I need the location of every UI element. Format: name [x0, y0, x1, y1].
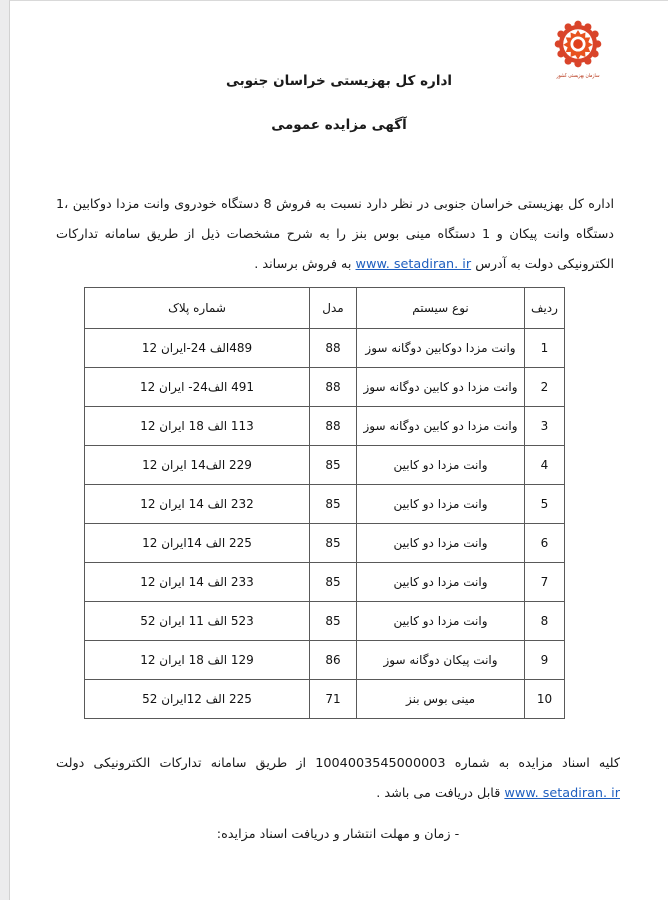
table-row — [85, 680, 565, 719]
table-header — [85, 288, 565, 329]
cell-type: وانت مزدا دو کابین — [357, 485, 525, 524]
table-row — [85, 329, 565, 368]
intro-text-after-link: به فروش برساند . — [254, 256, 356, 272]
auction-documents-paragraph — [56, 749, 620, 809]
table-row — [85, 368, 565, 407]
table-row — [85, 485, 565, 524]
table-row — [85, 524, 565, 563]
schedule-heading: - زمان و مهلت انتشار و دریافت اسناد مزایده: — [216, 826, 460, 842]
table-row — [85, 641, 565, 680]
cell-index: 7 — [540, 575, 549, 589]
setadiran-link-footer[interactable]: www. setadiran. ir — [504, 785, 620, 801]
cell-plate: 233 الف 14 ایران 12 — [140, 575, 254, 589]
table-row — [85, 407, 565, 446]
header-index: ردیف — [525, 288, 565, 329]
cell-index: 4 — [540, 458, 549, 472]
footer-text-3: قابل دریافت می باشد . — [376, 785, 505, 801]
organization-logo — [518, 15, 638, 80]
cell-plate: 489الف 24-ایران 12 — [141, 341, 253, 355]
cell-type: وانت مزدا دو کابین — [357, 602, 525, 641]
vehicle-list-table — [84, 287, 565, 719]
cell-index: 5 — [540, 497, 549, 511]
cell-model: 88 — [325, 341, 341, 355]
logo-caption: سازمان بهزیستی کشور — [556, 73, 600, 80]
header-type: نوع سیستم — [357, 288, 525, 329]
cell-plate: 225 الف 14ایران 12 — [142, 536, 252, 550]
cell-type: وانت پیکان دوگانه سوز — [357, 641, 525, 680]
cell-plate: 113 الف 18 ایران 12 — [140, 419, 254, 433]
footer-text-2: از طریق سامانه تدارکات الکترونیکی دولت — [56, 755, 316, 771]
cell-model: 86 — [325, 653, 341, 667]
cell-plate: 523 الف 11 ایران 52 — [140, 614, 254, 628]
cell-plate: 129 الف 18 ایران 12 — [140, 653, 254, 667]
table-body — [85, 329, 565, 719]
cell-index: 3 — [540, 419, 549, 433]
cell-type: مینی بوس بنز — [357, 680, 525, 719]
cell-plate: 491 الف24- ایران 12 — [139, 380, 255, 394]
cell-type: وانت مزدا دو کابین — [357, 524, 525, 563]
table-row — [85, 446, 565, 485]
tender-number: 1004003545000003 — [315, 755, 446, 771]
table-header-row — [85, 288, 565, 329]
table-row — [85, 602, 565, 641]
page-title-organization: اداره کل بهزیستی خراسان جنوبی — [225, 73, 453, 89]
cell-type: وانت مزدا دوکابین دوگانه سوز — [357, 329, 525, 368]
header-plate: شماره پلاک — [85, 288, 310, 329]
table-row — [85, 563, 565, 602]
cell-type: وانت مزدا دو کابین دوگانه سوز — [357, 368, 525, 407]
header-model: مدل — [310, 288, 357, 329]
cell-model: 85 — [325, 458, 341, 472]
cell-index: 10 — [536, 692, 553, 706]
cell-model: 88 — [325, 380, 341, 394]
cell-plate: 225 الف 12ایران 52 — [142, 692, 252, 706]
cell-index: 9 — [540, 653, 549, 667]
cell-model: 85 — [325, 536, 341, 550]
cell-model: 88 — [325, 419, 341, 433]
cell-plate: 229 الف14 ایران 12 — [142, 458, 252, 472]
cell-model: 85 — [325, 497, 341, 511]
intro-text-before-link: اداره کل بهزیستی خراسان جنوبی در نظر دارد نسبت به فروش 8 دستگاه خودروی وانت مزدا دوکابین ،1 دستگاه وانت پیکان و 1 دستگاه مینی بوس بنز را به شرح مشخصات ذیل از طریق سامانه تدارکات الکترونیکی دولت به آدرس — [56, 196, 615, 272]
cell-model: 71 — [325, 692, 341, 706]
page-title-subject: آگهی مزایده عمومی — [271, 117, 407, 133]
cell-index: 6 — [540, 536, 549, 550]
document-page — [9, 0, 668, 900]
cell-index: 2 — [540, 380, 549, 394]
cell-type: وانت مزدا دو کابین — [357, 446, 525, 485]
cell-model: 85 — [325, 575, 341, 589]
cell-index: 8 — [540, 614, 549, 628]
cell-type: وانت مزدا دو کابین — [357, 563, 525, 602]
behzisti-sunburst-emblem-icon — [549, 15, 607, 73]
setadiran-link-intro[interactable]: www. setadiran. ir — [355, 256, 472, 272]
cell-model: 85 — [325, 614, 341, 628]
intro-paragraph — [56, 190, 614, 280]
cell-index: 1 — [540, 341, 549, 355]
cell-plate: 232 الف 14 ایران 12 — [140, 497, 254, 511]
cell-type: وانت مزدا دو کابین دوگانه سوز — [357, 407, 525, 446]
footer-text-1: کلیه اسناد مزایده به شماره — [445, 755, 620, 771]
